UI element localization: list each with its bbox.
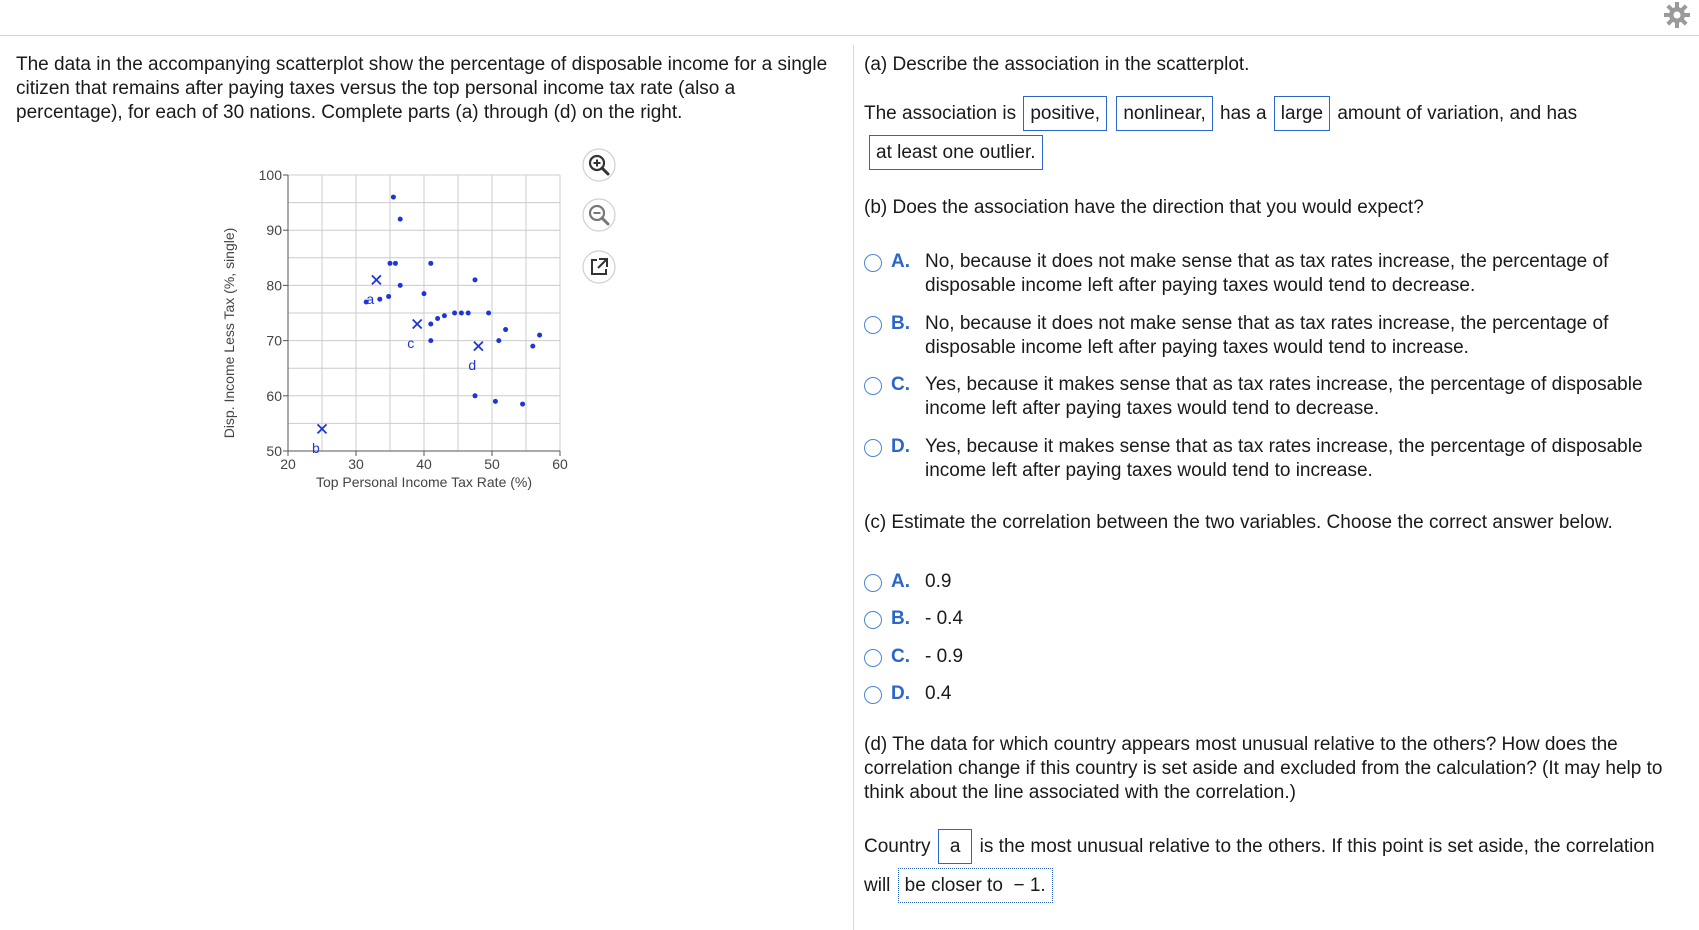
data-point [388,261,393,266]
country-answer[interactable]: a [938,829,973,864]
problem-panel [16,53,831,125]
data-point [398,283,403,288]
x-tick-label: 60 [552,456,568,472]
y-tick-label: 90 [266,222,282,239]
part-d-will: will [864,875,891,896]
y-tick-label: 100 [258,167,282,183]
top-divider [0,35,1699,36]
part-a-prefix: The association is [864,103,1017,124]
y-axis-label: Disp. Income Less Tax (%, single) [221,227,237,439]
point-label: a [366,290,375,307]
data-point [428,322,433,327]
part-d-middle: is the most unusual relative to the others. If this point is set aside, the correlation [979,836,1655,857]
data-point [377,297,382,302]
x-tick-label: 20 [280,456,296,472]
zoom-out-icon[interactable] [582,198,616,232]
data-point [459,311,464,316]
data-point [393,261,398,266]
y-tick-label: 50 [266,443,282,459]
data-point [391,195,396,200]
radio-button[interactable] [864,649,882,667]
problem-text: The data in the accompanying scatterplot show the percentage of disposable income for a single citizen that remains after paying taxes versus the top personal income tax rate (also a percentage), for each of 30 nations. Complete parts (a) through (d) on the right. [16,54,828,123]
data-point [493,399,498,404]
part-c-question: (c) Estimate the correlation between the two variables. Choose the correct answer below. [864,512,1613,533]
part-d-question: (d) The data for which country appears most unusual relative to the others? How does the correlation change if this country is set aside and excluded from the calculation? (It may help to think about the line associated with the correlation.) [864,734,1663,803]
radio-button[interactable] [864,254,882,272]
x-tick-label: 40 [416,456,432,472]
radio-button[interactable] [864,316,882,334]
data-point [428,261,433,266]
part-a-mid: has a [1220,103,1267,124]
part-d-sentence-line2 [864,868,1055,903]
x-tick-label: 50 [484,456,500,472]
data-point [398,217,403,222]
association-direction-answer[interactable]: positive, [1023,96,1107,131]
variation-amount-answer[interactable]: large [1274,96,1330,131]
data-point [537,333,542,338]
pop-out-icon[interactable] [582,250,616,284]
association-form-answer[interactable]: nonlinear, [1116,96,1212,131]
radio-button[interactable] [864,611,882,629]
part-b-option-b[interactable]: B. No, because it does not make sense that as tax rates increase, the percentage of disposable income left after paying taxes would tend to increase. [864,312,1685,360]
radio-button[interactable] [864,377,882,395]
x-tick-label: 30 [348,456,364,472]
scatterplot [220,155,580,495]
y-tick-label: 70 [266,332,282,349]
data-point [530,344,535,349]
data-point [486,311,491,316]
data-point [452,311,457,316]
data-point [386,294,391,299]
point-label: c [407,335,415,352]
data-point [503,327,508,332]
part-b-option-a[interactable]: A. No, because it does not make sense that as tax rates increase, the percentage of disposable income left after paying taxes would tend to decrease. [864,250,1685,298]
panel-divider [853,45,854,930]
data-point [428,338,433,343]
y-tick-label: 60 [266,387,282,404]
part-b-option-c[interactable]: C. Yes, because it makes sense that as tax rates increase, the percentage of disposable income left after paying taxes would tend to decrease. [864,373,1685,421]
data-point [442,313,447,318]
part-c-option-a[interactable]: A. 0.9 [864,570,951,594]
part-a-sentence-line2 [864,135,1045,170]
radio-button[interactable] [864,439,882,457]
part-b-question: (b) Does the association have the direction that you would expect? [864,197,1424,218]
data-point [473,393,478,398]
point-label: d [468,357,477,374]
data-point [496,338,501,343]
correlation-change-answer[interactable]: be closer to − 1. [898,868,1053,903]
part-a-sentence [864,96,1577,131]
point-label: b [312,439,320,456]
data-point [520,402,525,407]
data-point [473,277,478,282]
radio-button[interactable] [864,686,882,704]
part-d-sentence [864,829,1655,864]
data-point [422,291,427,296]
zoom-in-icon[interactable] [582,148,616,182]
gear-icon[interactable] [1662,0,1692,30]
radio-button[interactable] [864,574,882,592]
part-c-option-c[interactable]: C. - 0.9 [864,645,963,669]
y-tick-label: 80 [266,277,282,294]
x-axis-label: Top Personal Income Tax Rate (%) [315,474,533,490]
part-c-option-d[interactable]: D. 0.4 [864,682,951,706]
part-a-question: (a) Describe the association in the scatterplot. [864,54,1250,75]
data-point [466,311,471,316]
part-a-suffix: amount of variation, and has [1337,103,1578,124]
outlier-answer[interactable]: at least one outlier. [869,135,1043,170]
data-point [435,316,440,321]
part-c-option-b[interactable]: B. - 0.4 [864,607,963,631]
part-d-prefix: Country [864,836,931,857]
part-b-option-d[interactable]: D. Yes, because it makes sense that as tax rates increase, the percentage of disposable income left after paying taxes would tend to increase. [864,435,1685,483]
